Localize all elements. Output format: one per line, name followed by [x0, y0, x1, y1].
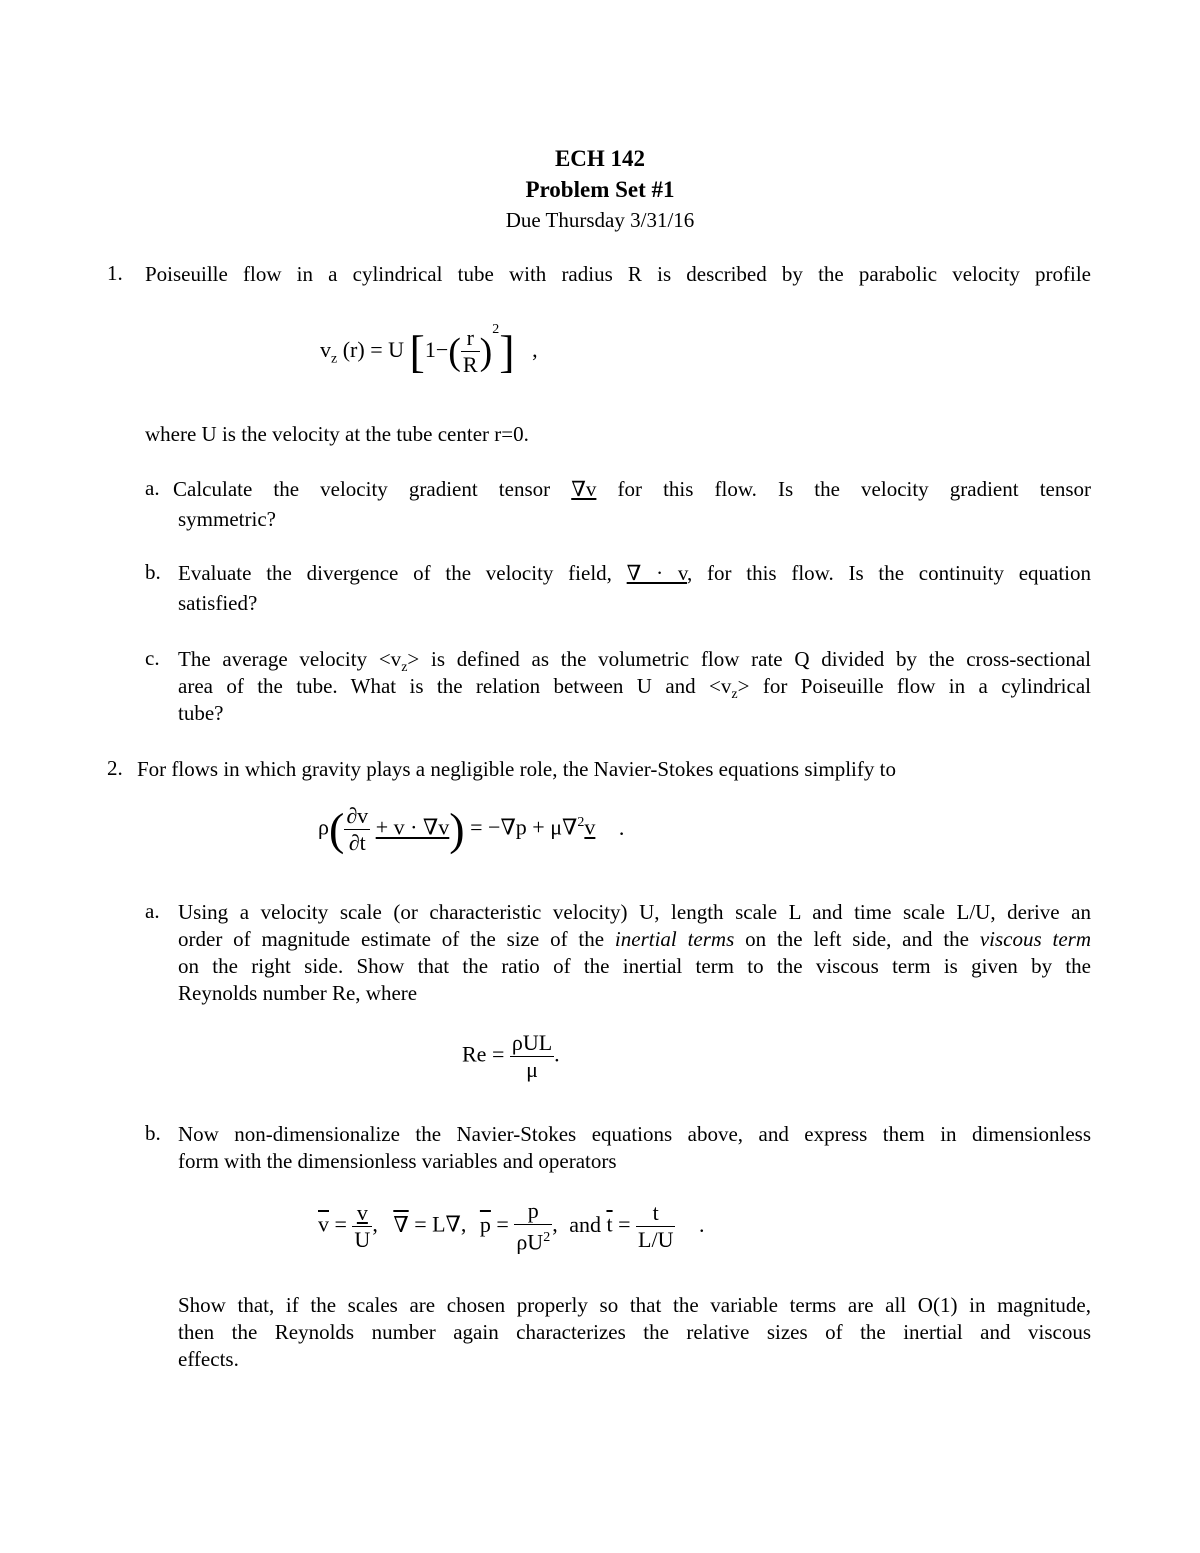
part-1a-line-1	[173, 476, 1091, 503]
dimless-nabla: ∇	[393, 1211, 409, 1237]
ns-left-paren: (	[328, 803, 345, 855]
part-2b-closing-3: effects.	[178, 1347, 239, 1371]
part-1c-text-1b: > is defined as the volumetric flow rate Q divided by the cross-sectional	[407, 647, 1091, 671]
dimless-p-top: p	[514, 1198, 552, 1225]
part-1b-text-1: Evaluate the divergence of the velocity field,	[178, 561, 612, 585]
problem-1-intro: Poiseuille flow in a cylindrical tube with radius R is described by the parabolic velocity profile	[145, 262, 1091, 286]
divergence-symbol: ∇ · v	[626, 561, 687, 585]
part-2a-text-2b: on the left side, and the	[745, 927, 969, 951]
part-2b-line-1: Now non-dimensionalize the Navier-Stokes equations above, and express them in dimensionless	[178, 1122, 1091, 1146]
eq1-frac-top: r	[461, 325, 480, 352]
part-1b-label: b.	[145, 560, 161, 584]
eq1-left-bracket: [	[409, 325, 425, 377]
velocity-gradient-symbol: ∇v	[571, 477, 597, 501]
part-1c-label: c.	[145, 646, 160, 670]
part-2b-label: b.	[145, 1121, 161, 1145]
eq1-arg: (r) = U	[342, 337, 404, 362]
ns-rhs: = −∇p + μ∇	[470, 814, 578, 840]
part-2a-line-4: Reynolds number Re, where	[178, 981, 418, 1005]
dimless-p: $\overline{p}$	[479, 1211, 491, 1237]
dimless-v: $\overline{v}$	[318, 1211, 329, 1237]
dimless-v-fraction	[352, 1200, 372, 1253]
part-1a-text-1: Calculate the velocity gradient tensor	[173, 477, 551, 501]
part-1a-text-2: for this flow. Is the velocity gradient tensor	[617, 477, 1092, 501]
part-1b-line-1	[178, 560, 1091, 587]
dimless-v-top: v	[352, 1200, 372, 1227]
re-bottom: μ	[526, 1057, 538, 1082]
dimless-p-bottom: ρU	[516, 1229, 544, 1255]
part-1c-line-3: tube?	[178, 701, 224, 725]
navier-stokes-equation	[318, 803, 624, 856]
dimless-p-sup: 2	[543, 1230, 551, 1245]
part-1a-line-2: symmetric?	[178, 507, 276, 531]
part-2a-line-2	[178, 926, 1091, 953]
problem-2-intro: For flows in which gravity plays a negligible role, the Navier-Stokes equations simplify to	[137, 757, 896, 781]
problem-2-number: 2.	[107, 756, 123, 780]
reynolds-equation	[462, 1030, 560, 1083]
dimless-and: and	[569, 1211, 601, 1237]
part-1a-label: a.	[145, 476, 160, 500]
eq1-left-paren: (	[448, 330, 461, 373]
part-2a-label: a.	[145, 899, 160, 923]
dimless-t: $\overline{t}$	[606, 1211, 613, 1237]
ns-frac-top: ∂v	[346, 803, 369, 828]
ns-rhs-sup: 2	[577, 815, 585, 831]
dimless-p-bottom-wrap	[514, 1225, 552, 1255]
part-1c-sub-1: z	[401, 660, 408, 676]
dimless-t-bottom: L/U	[638, 1227, 674, 1253]
eq1-right-bracket: ]	[499, 325, 515, 377]
part-1c-line-2	[178, 673, 1091, 708]
dimensionless-variables-equation: $\overline{v}$ = $\frac{v}{U}$ , ∇ = L∇, $\overline{p}$ = $\frac{p}{\rho U^2}$ , and $\overline{t}$ = $\frac{t}{L/U}$ .	[318, 1198, 705, 1255]
part-1c-sub-2: z	[731, 687, 738, 703]
dimless-t-top: t	[636, 1200, 675, 1227]
problem-1-number: 1.	[107, 261, 123, 285]
dimless-t-fraction	[636, 1200, 675, 1253]
eq1-lhs: v	[320, 337, 331, 362]
ns-frac-bottom: ∂t	[348, 830, 366, 855]
part-2a-line-3: on the right side. Show that the ratio of the inertial term to the viscous term is given by the	[178, 954, 1091, 978]
part-2a-line-1: Using a velocity scale (or characteristic velocity) U, length scale L and time scale L/U, derive an	[178, 900, 1091, 924]
eq1-lhs-sub: z	[331, 351, 338, 367]
inertial-terms-italic: inertial terms	[614, 927, 735, 951]
part-2b-line-2: form with the dimensionless variables and operators	[178, 1149, 617, 1173]
part-1c-text-2b: > for Poiseuille flow in a cylindrical	[737, 674, 1091, 698]
eq1-power: 2	[492, 322, 500, 337]
eq1-frac-bottom: R	[462, 352, 478, 378]
ns-plus-term: + v · ∇v	[375, 814, 450, 840]
part-2b-closing-1: Show that, if the scales are chosen properly so that the variable terms are all O(1) in magnitude,	[178, 1293, 1091, 1317]
eq1-right-paren: )	[479, 330, 493, 373]
course-title: ECH 142	[554, 146, 646, 171]
part-1b-line-2: satisfied?	[178, 591, 258, 615]
eq1-one-minus: 1−	[424, 337, 449, 362]
re-top: ρUL	[511, 1030, 553, 1055]
ns-right-paren: )	[449, 803, 465, 855]
part-1b-text-2: , for this flow. Is the continuity equation	[686, 561, 1092, 585]
ns-fraction	[344, 803, 370, 856]
poiseuille-equation	[320, 322, 538, 378]
part-1c-text-1a: The average velocity <v	[178, 647, 402, 671]
problem-1-after: where U is the velocity at the tube center r=0.	[145, 422, 529, 446]
ns-rho: ρ	[318, 814, 329, 840]
ns-end: .	[618, 814, 625, 840]
eq1-fraction	[461, 325, 480, 378]
viscous-term-italic: viscous term	[979, 927, 1091, 951]
due-date: Due Thursday 3/31/16	[505, 208, 695, 232]
dimless-v-bottom: U	[354, 1227, 371, 1253]
eq1-end: ,	[532, 337, 538, 362]
re-lhs: Re =	[462, 1041, 505, 1067]
dimless-p-fraction	[514, 1198, 552, 1255]
document-title: Problem Set #1	[525, 177, 675, 202]
dimless-nabla-rhs: = L∇,	[414, 1211, 467, 1237]
ns-rhs-v: v	[584, 814, 596, 840]
re-end: .	[554, 1041, 560, 1067]
re-fraction	[510, 1030, 554, 1083]
part-1c-text-2a: area of the tube. What is the relation between U and <v	[178, 674, 732, 698]
part-2b-closing-2: then the Reynolds number again characterizes the relative sizes of the inertial and viscous	[178, 1320, 1091, 1344]
dimless-end: .	[698, 1211, 705, 1237]
part-2a-text-2a: order of magnitude estimate of the size of the	[178, 927, 605, 951]
